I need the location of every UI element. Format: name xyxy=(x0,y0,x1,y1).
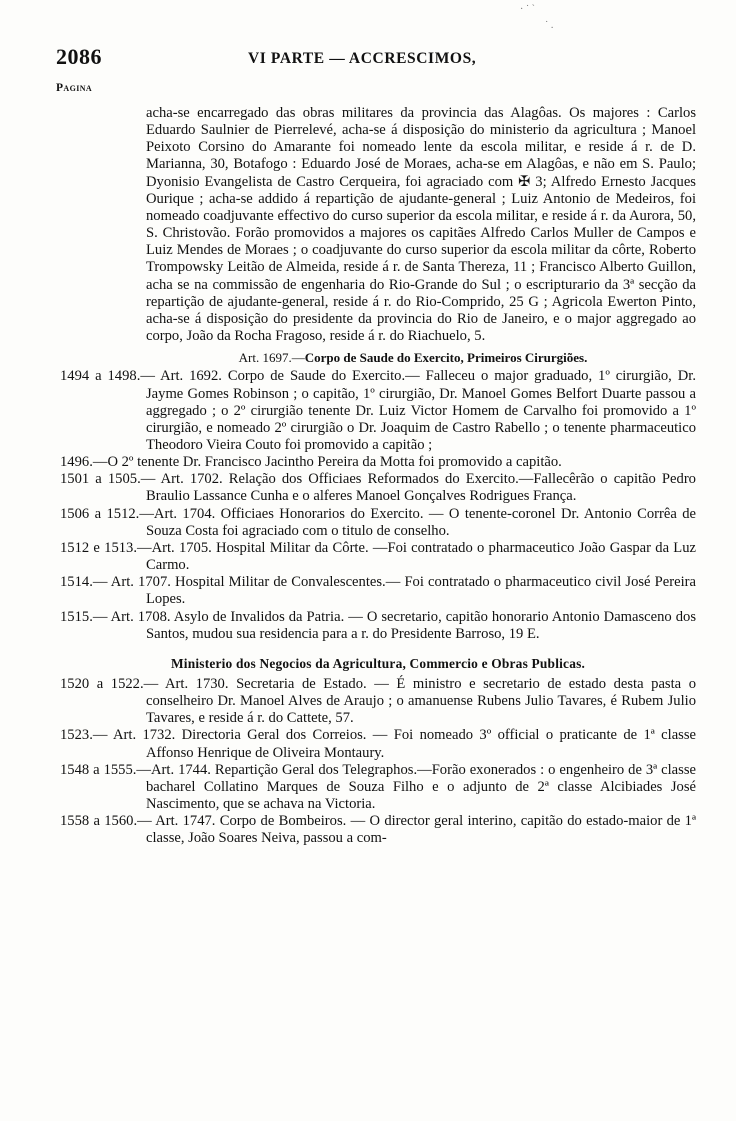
entry xyxy=(60,506,696,540)
entry xyxy=(60,762,696,813)
entry-text: Art. 1747. Corpo de Bombeiros. — O director geral interino, capitão do estado-maior de 1ª classe, João Soares Neiva, passou a com- xyxy=(146,813,696,847)
entry-range: 1496.— xyxy=(60,454,108,471)
entry-range: 1506 a 1512.— xyxy=(60,505,154,522)
entry xyxy=(60,368,696,454)
page-body xyxy=(60,105,696,848)
entry xyxy=(60,540,696,574)
entry-text: Art. 1702. Relação dos Officiaes Reformados do Exercito.—Fallecêrão o capitão Pedro Braulio Lassance Cunha e o alferes Manoel Gonçalves Rodrigues França. xyxy=(146,471,696,505)
entry-text: Art. 1732. Directoria Geral dos Correios. — Foi nomeado 3º official o praticante de 1ª classe Affonso Henrique de Oliveira Montaury. xyxy=(113,727,697,761)
entry-range: 1515.— xyxy=(60,608,108,625)
entry-range: 1494 a 1498.— xyxy=(60,368,155,385)
entry-range: 1558 a 1560.— xyxy=(60,813,152,830)
entry-text: Art. 1730. Secretaria de Estado. — É ministro e secretario de estado desta pasta o conselheiro Dr. Manoel Alves de Araujo ; o amanuense Rubens Julio Tavares, é Rubem Julio Tavares, e reside á r. do Cattete, 57. xyxy=(146,676,696,727)
entry xyxy=(60,609,696,643)
print-speck: ˙ . xyxy=(545,20,554,31)
page-number: 2086 xyxy=(56,44,102,69)
entry xyxy=(60,574,696,608)
section-heading-prefix: Art. 1697.— xyxy=(238,350,305,366)
entry xyxy=(60,727,696,761)
section-heading-title: Corpo de Saude do Exercito, Primeiros Cirurgiões. xyxy=(304,350,588,366)
entry-text: Art. 1704. Officiaes Honorarios do Exercito. — O tenente-coronel Dr. Antonio Corrêa de Souza Costa foi agraciado com o titulo de conselho. xyxy=(146,505,696,539)
entry-range: 1523.— xyxy=(60,727,108,744)
entry-text: Art. 1708. Asylo de Invalidos da Patria. — O secretario, capitão honorario Antonio Damasceno dos Santos, mudou sua residencia para a r. do Presidente Barroso, 19 E. xyxy=(110,608,696,642)
entry xyxy=(60,676,696,727)
print-speck: · ˙ ` xyxy=(520,4,535,15)
entry xyxy=(60,454,696,471)
running-title: VI PARTE — ACCRESCIMOS, xyxy=(248,50,477,67)
entry-text: Art. 1707. Hospital Militar de Convalescentes.— Foi contratado o pharmaceutico civil José Pereira Lopes. xyxy=(110,574,697,608)
entry-range: 1512 e 1513.— xyxy=(60,539,152,556)
entry-range: 1520 a 1522.— xyxy=(60,676,159,692)
entry-text: Art. 1692. Corpo de Saude do Exercito.— Falleceu o major graduado, 1º cirurgião, Dr. Jayme Gomes Robinson ; o capitão, 1º cirurgião, Dr. Manoel Gomes Belfort Duarte passou a aggregado ; o 2º cirurgião tenente Dr. Luiz Victor Homem de Carvalho foi promovido a 1º cirurgião, e nomeado 2º cirurgião o Dr. Joaquim de Castro Rabello ; o tenente pharmaceutico Theodoro Vieira Couto foi promovido a capitão ; xyxy=(146,368,696,453)
margin-label: Pagina xyxy=(56,82,93,94)
entry-range: 1514.— xyxy=(60,574,108,591)
intro-paragraph: acha-se encarregado das obras militares da provincia das Alagôas. Os majores : Carlos Eduardo Saulnier de Pierrelevé, acha-se á disposição do ministerio da agricultura ; Manoel Peixoto Corsino do Amarante foi nomeado lente da escola militar, e reside á r. de D. Marianna, 30, Botafogo : Eduardo José de Moraes, acha-se em Alagôas, e não em S. Paulo; Dyonisio Evangelista de Castro Cerqueira, foi agraciado com ✠ 3; Alfredo Ernesto Jacques Ourique ; acha-se addido á repartição de ajudante-general ; Luiz Antonio de Medeiros, foi nomeado coadjuvante effectivo do curso superior da escola militar, e reside á r. da Aurora, 50, S. Christovão. Forão promovidos a majores os capitães Alfredo Carlos Muller de Campos e Luiz Mendes de Moraes ; o coadjuvante do curso superior da escola militar da côrte, Roberto Trompowsky Leitão de Almeida, reside á r. de Santa Thereza, 11 ; Francisco Alberto Guillon, acha se na commissão de engenharia do Rio-Grande do Sul ; o escripturario da 3ª secção da repartição de ajudante-general, reside á r. do Rio-Comprido, 25 G ; Agricola Ewerton Pinto, acha-se á disposição do presidente da provincia do Rio de Janeiro, e o major aggregado ao corpo, João da Rocha Fragoso, reside á r. do Riachuelo, 5. xyxy=(146,105,696,345)
entry-text: Art. 1705. Hospital Militar da Côrte. —Foi contratado o pharmaceutico João Gaspar da Luz Carmo. xyxy=(146,539,696,574)
entry xyxy=(60,813,696,847)
entry-range: 1548 a 1555.— xyxy=(60,761,152,778)
entry-range: 1501 a 1505.— xyxy=(60,471,156,488)
entry-text: Art. 1744. Repartição Geral dos Telegraphos.—Forão exonerados : o engenheiro de 3ª classe bacharel Collatino Marques de Souza Filho e o adjunto de 2ª classe Alcibiades José Nascimento, que se achava na Victoria. xyxy=(146,761,696,813)
entry-text: O 2º tenente Dr. Francisco Jacintho Pereira da Motta foi promovido a capitão. xyxy=(107,454,562,471)
entry xyxy=(60,471,696,505)
section-heading-agricultura: Ministerio dos Negocios da Agricultura, Commercio e Obras Publicas. xyxy=(170,655,586,671)
section-heading-saude xyxy=(130,349,696,366)
